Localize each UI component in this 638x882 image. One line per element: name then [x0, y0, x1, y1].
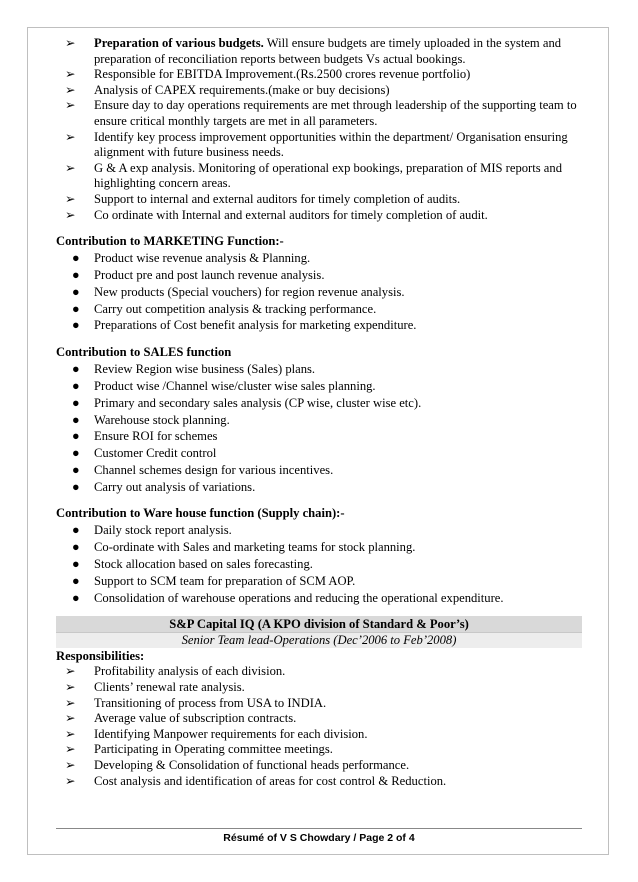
bullet-icon: ●	[72, 557, 80, 572]
list-item: ➢ Preparation of various budgets. Will ensure budgets are timely uploaded in the system and preparation of reconciliation reports between budgets Vs actual bookings.	[65, 36, 562, 66]
job-responsibilities-list	[56, 664, 582, 789]
list-item: ➢ Identifying Manpower requirements for each division.	[65, 726, 368, 741]
list-item: ● Product pre and post launch revenue analysis.	[72, 267, 325, 282]
list-item: ➢ Transitioning of process from USA to INDIA.	[65, 695, 327, 710]
list-item: ➢ Identify key process improvement opportunities within the department/ Organisation ensuring alignment with future business needs.	[65, 129, 568, 160]
list-item: ● Customer Credit control	[72, 446, 217, 461]
marketing-list	[56, 250, 582, 334]
list-item: ● Daily stock report analysis.	[72, 523, 232, 538]
list-item: ● New products (Special vouchers) for region revenue analysis.	[72, 284, 405, 299]
list-item: ● Primary and secondary sales analysis (CP wise, cluster wise etc).	[72, 395, 422, 410]
resume-page-content	[56, 36, 582, 789]
list-item: ➢ Developing & Consolidation of functional heads performance.	[65, 758, 410, 773]
list-item: ➢ Responsible for EBITDA Improvement.(Rs.2500 crores revenue portfolio)	[65, 67, 471, 82]
arrow-bullet-icon: ➢	[65, 742, 76, 757]
list-item: ➢ Participating in Operating committee meetings.	[65, 742, 333, 757]
bullet-icon: ●	[72, 318, 80, 333]
list-item: ● Product wise revenue analysis & Planning.	[72, 251, 311, 266]
list-item: ➢ Co ordinate with Internal and external auditors for timely completion of audit.	[65, 207, 488, 222]
arrow-bullet-icon: ➢	[65, 191, 76, 206]
bullet-icon: ●	[72, 362, 80, 377]
sales-list	[56, 361, 582, 495]
list-item: ➢ Support to internal and external auditors for timely completion of audits.	[65, 191, 461, 206]
bullet-icon: ●	[72, 284, 80, 299]
bullet-icon: ●	[72, 540, 80, 555]
list-item: ● Warehouse stock planning.	[72, 412, 230, 427]
list-item: ● Consolidation of warehouse operations and reducing the operational expenditure.	[72, 590, 504, 605]
warehouse-heading: Contribution to Ware house function (Supply chain):-	[56, 506, 345, 521]
bullet-icon: ●	[72, 395, 80, 410]
bullet-icon: ●	[72, 573, 80, 588]
arrow-bullet-icon: ➢	[65, 773, 76, 788]
list-item: ● Product wise /Channel wise/cluster wise sales planning.	[72, 378, 376, 393]
bullet-icon: ●	[72, 301, 80, 316]
list-item: ● Preparations of Cost benefit analysis for marketing expenditure.	[72, 318, 417, 333]
marketing-heading: Contribution to MARKETING Function:-	[56, 234, 284, 249]
list-item: ● Co-ordinate with Sales and marketing teams for stock planning.	[72, 540, 416, 555]
page-footer: Résumé of V S Chowdary / Page 2 of 4	[223, 832, 415, 844]
responsibilities-heading: Responsibilities:	[56, 649, 145, 664]
arrow-bullet-icon: ➢	[65, 726, 76, 741]
list-item: ➢ Profitability analysis of each division.	[65, 664, 286, 679]
list-item: ➢ Analysis of CAPEX requirements.(make or buy decisions)	[65, 82, 390, 97]
list-item: ● Review Region wise business (Sales) plans.	[72, 362, 316, 377]
bullet-icon: ●	[72, 251, 80, 266]
list-item: ● Channel schemes design for various incentives.	[72, 462, 334, 477]
responsibilities-list-top	[56, 36, 582, 223]
list-item: ● Support to SCM team for preparation of SCM AOP.	[72, 573, 356, 588]
list-item: ● Carry out competition analysis & tracking performance.	[72, 301, 377, 316]
bullet-icon: ●	[72, 412, 80, 427]
bullet-icon: ●	[72, 462, 80, 477]
arrow-bullet-icon: ➢	[65, 160, 76, 175]
list-item: ➢ Average value of subscription contracts.	[65, 711, 297, 726]
warehouse-list	[56, 522, 582, 606]
arrow-bullet-icon: ➢	[65, 129, 76, 144]
list-item: ➢ Ensure day to day operations requirements are met through leadership of the supporting team to ensure critical monthly targets are met in all parameters.	[65, 98, 577, 128]
arrow-bullet-icon: ➢	[65, 82, 76, 97]
job-role-banner: Senior Team lead-Operations (Dec’2006 to Feb’2008)	[56, 632, 582, 648]
list-item: ● Stock allocation based on sales forecasting.	[72, 557, 313, 572]
company-name-banner: S&P Capital IQ (A KPO division of Standard & Poor’s)	[56, 616, 582, 632]
list-item: ● Ensure ROI for schemes	[72, 429, 218, 444]
arrow-bullet-icon: ➢	[65, 98, 76, 113]
bullet-icon: ●	[72, 590, 80, 605]
arrow-bullet-icon: ➢	[65, 758, 76, 773]
arrow-bullet-icon: ➢	[65, 36, 76, 50]
list-item: ➢ G & A exp analysis. Monitoring of operational exp bookings, preparation of MIS reports and highlighting concern areas.	[65, 160, 562, 191]
bullet-icon: ●	[72, 523, 80, 538]
list-item: ➢ Cost analysis and identification of areas for cost control & Reduction.	[65, 773, 447, 788]
list-item: ● Carry out analysis of variations.	[72, 479, 256, 494]
bullet-icon: ●	[72, 267, 80, 282]
arrow-bullet-icon: ➢	[65, 695, 76, 710]
arrow-bullet-icon: ➢	[65, 680, 76, 695]
list-item: ➢ Clients’ renewal rate analysis.	[65, 680, 245, 695]
arrow-bullet-icon: ➢	[65, 207, 76, 222]
arrow-bullet-icon: ➢	[65, 711, 76, 726]
bullet-icon: ●	[72, 378, 80, 393]
arrow-bullet-icon: ➢	[65, 664, 76, 679]
bullet-icon: ●	[72, 446, 80, 461]
sales-heading: Contribution to SALES function	[56, 345, 232, 360]
bullet-icon: ●	[72, 479, 80, 494]
arrow-bullet-icon: ➢	[65, 67, 76, 82]
footer-divider	[56, 828, 582, 829]
bullet-icon: ●	[72, 429, 80, 444]
